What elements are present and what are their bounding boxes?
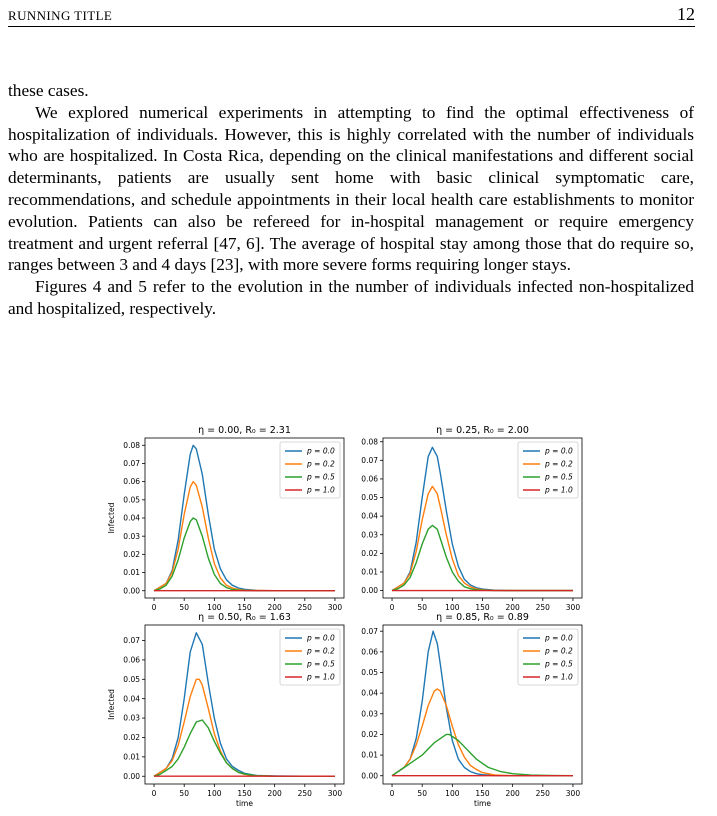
x-tick-label: 100 [445, 603, 460, 612]
y-tick-label: 0.03 [361, 709, 378, 719]
x-tick-label: 300 [565, 789, 581, 798]
x-tick-label: 150 [475, 603, 490, 612]
y-tick-label: 0.04 [123, 694, 140, 704]
x-tick-label: 0 [389, 603, 395, 612]
legend-label: p = 0.5 [307, 659, 335, 669]
y-tick-label: 0.03 [361, 530, 378, 540]
y-tick-label: 0.03 [123, 713, 140, 723]
legend-label: p = 0.2 [545, 459, 573, 469]
legend-label: p = 0.0 [307, 446, 335, 456]
x-tick-label: 50 [179, 603, 189, 612]
chart-title: η = 0.85, R₀ = 0.89 [436, 612, 529, 623]
paragraph: Figures 4 and 5 refer to the evolution in the number of individuals infected non-hospitalized and hospitalized, respectively. [8, 277, 694, 318]
chart-title: η = 0.00, R₀ = 2.31 [198, 425, 291, 436]
x-tick-label: 50 [417, 789, 427, 798]
legend-label: p = 0.2 [307, 646, 335, 656]
y-tick-label: 0.04 [361, 688, 378, 698]
x-tick-label: 0 [151, 603, 157, 612]
chart-title: η = 0.50, R₀ = 1.63 [198, 612, 291, 623]
y-tick-label: 0.01 [123, 568, 140, 578]
y-tick-label: 0.03 [123, 531, 140, 541]
legend-label: p = 0.0 [307, 633, 335, 643]
legend-label: p = 0.0 [545, 446, 573, 456]
y-tick-label: 0.05 [123, 495, 140, 505]
y-tick-label: 0.08 [123, 440, 140, 450]
x-tick-label: 200 [267, 603, 282, 612]
x-tick-label: 0 [151, 789, 157, 798]
legend [518, 629, 578, 685]
x-tick-label: 50 [417, 603, 427, 612]
y-tick-label: 0.06 [123, 655, 140, 665]
legend-label: p = 0.0 [545, 633, 573, 643]
x-tick-label: 250 [297, 603, 312, 612]
subplot-2 [361, 425, 582, 612]
y-tick-label: 0.04 [361, 511, 378, 521]
legend-label: p = 1.0 [545, 485, 573, 495]
y-tick-label: 0.01 [361, 750, 378, 760]
x-tick-label: 150 [475, 789, 490, 798]
y-tick-label: 0.06 [361, 647, 378, 657]
subplot-3 [107, 612, 344, 808]
legend-label: p = 1.0 [545, 672, 573, 682]
y-tick-label: 0.02 [123, 733, 140, 743]
y-tick-label: 0.02 [361, 548, 378, 558]
x-tick-label: 250 [535, 603, 550, 612]
y-axis-label: Infected [107, 502, 116, 534]
x-tick-label: 250 [535, 789, 550, 798]
y-axis-label: Infected [107, 689, 116, 720]
x-tick-label: 200 [505, 603, 520, 612]
x-tick-label: 300 [565, 603, 581, 612]
series-line [392, 486, 573, 590]
y-tick-label: 0.05 [361, 493, 378, 503]
y-tick-label: 0.02 [361, 730, 378, 740]
page-number: 12 [677, 4, 695, 24]
y-tick-label: 0.07 [123, 459, 140, 469]
x-tick-label: 200 [267, 789, 282, 798]
x-tick-label: 50 [179, 789, 189, 798]
paragraph: We explored numerical experiments in attempting to find the optimal effectiveness of hospitalization of individuals. However, this is highly correlated with the number of individuals who are hospitalized. In Costa Rica, depending on the clinical manifestations and different social determinants, patients are usually sent home with basic clinical symptomatic care, recommendations, and schedule appointments in their local health care establishments to monitor evolution. Patients can also be refereed for in-hospital management or require emergency treatment and urgent referral [47, 6]. The average of hospital stay among those that do require so, ranges between 3 and 4 days [23], with more severe forms requiring longer stays. [8, 102, 694, 275]
y-tick-label: 0.05 [361, 668, 378, 678]
running-title: RUNNING TITLE [8, 8, 113, 23]
legend [518, 442, 578, 498]
x-tick-label: 0 [389, 789, 395, 798]
legend-label: p = 0.2 [307, 459, 335, 469]
y-tick-label: 0.08 [361, 437, 378, 447]
series-line [392, 734, 573, 775]
legend [280, 442, 340, 498]
legend-label: p = 0.5 [545, 659, 573, 669]
y-tick-label: 0.06 [123, 477, 140, 487]
y-tick-label: 0.07 [361, 626, 378, 636]
y-tick-label: 0.04 [123, 513, 140, 523]
y-tick-label: 0.00 [361, 586, 378, 596]
legend [280, 629, 340, 685]
y-tick-label: 0.01 [361, 567, 378, 577]
legend-label: p = 1.0 [307, 672, 335, 682]
x-tick-label: 250 [297, 789, 312, 798]
y-tick-label: 0.00 [123, 586, 140, 596]
y-tick-label: 0.01 [123, 752, 140, 762]
y-tick-label: 0.00 [361, 771, 378, 781]
y-tick-label: 0.02 [123, 549, 140, 559]
legend-label: p = 0.2 [545, 646, 573, 656]
x-axis-label: time [474, 799, 491, 808]
subplot-4 [361, 612, 582, 808]
y-tick-label: 0.05 [123, 674, 140, 684]
y-tick-label: 0.07 [123, 636, 140, 646]
x-tick-label: 100 [207, 603, 222, 612]
x-tick-label: 300 [327, 789, 343, 798]
series-line [154, 720, 335, 776]
x-tick-label: 150 [237, 603, 252, 612]
y-tick-label: 0.07 [361, 455, 378, 465]
x-axis-label: time [236, 799, 253, 808]
legend-label: p = 1.0 [307, 485, 335, 495]
x-tick-label: 100 [207, 789, 222, 798]
x-tick-label: 150 [237, 789, 252, 798]
subplot-1 [107, 425, 344, 612]
y-tick-label: 0.00 [123, 771, 140, 781]
y-tick-label: 0.06 [361, 474, 378, 484]
legend-label: p = 0.5 [545, 472, 573, 482]
paragraph: these cases. [8, 81, 89, 100]
x-tick-label: 300 [327, 603, 343, 612]
series-line [154, 679, 335, 776]
chart-title: η = 0.25, R₀ = 2.00 [436, 425, 529, 436]
x-tick-label: 100 [445, 789, 460, 798]
x-tick-label: 200 [505, 789, 520, 798]
legend-label: p = 0.5 [307, 472, 335, 482]
